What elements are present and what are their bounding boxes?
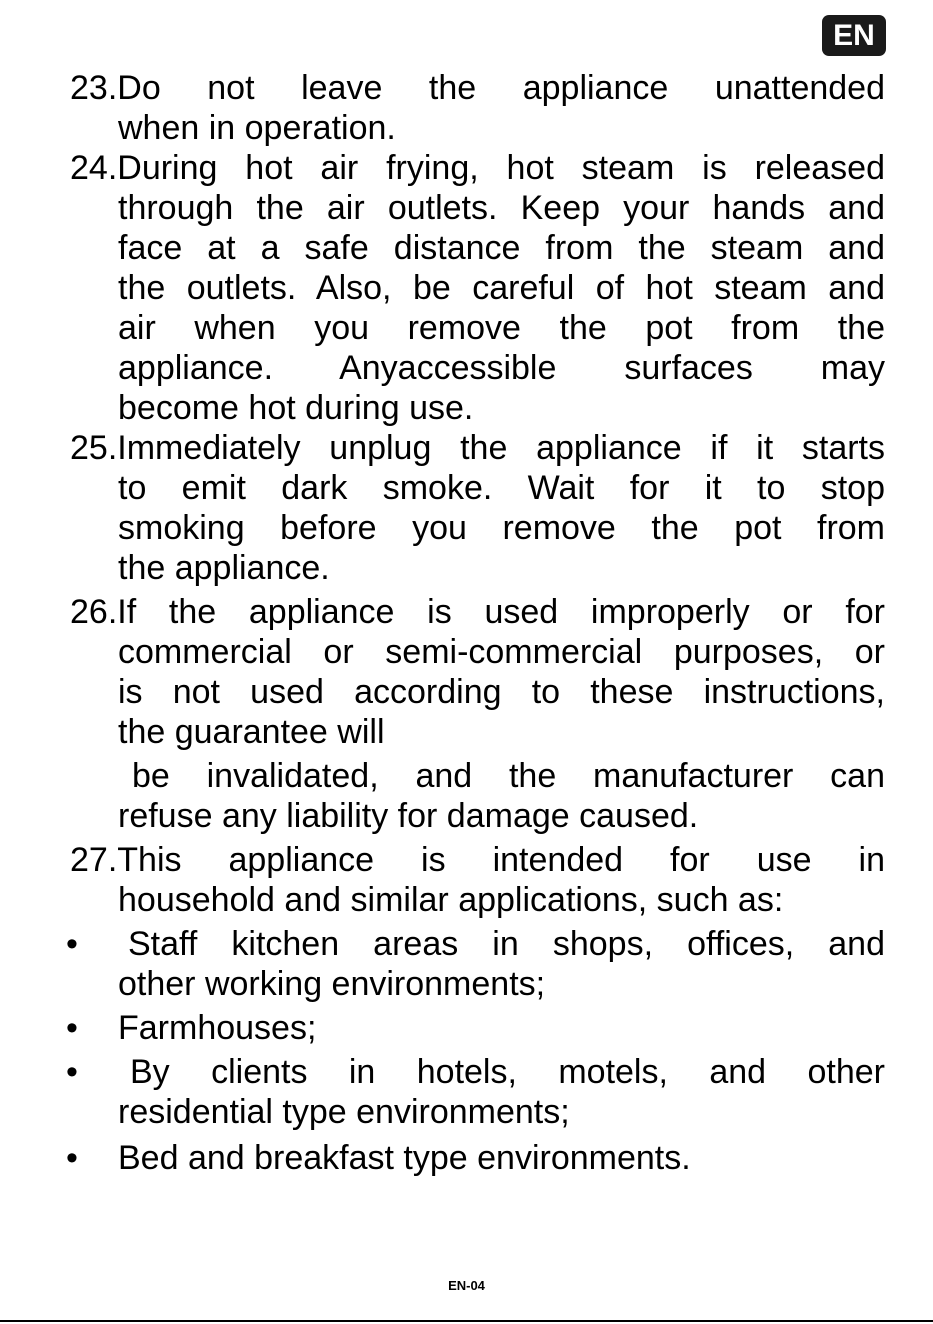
item-24-line-7: become hot during use. xyxy=(118,389,474,427)
item-25-line-3: smoking before you remove the pot from xyxy=(118,509,885,547)
bullet-icon: • xyxy=(66,1053,78,1091)
bullet-2-line-1: Farmhouses; xyxy=(118,1009,317,1047)
bullet-1-line-2: other working environments; xyxy=(118,965,546,1003)
bullet-1-line-1: Staff kitchen areas in shops, offices, and xyxy=(128,925,885,963)
item-26-line-5: be invalidated, and the manufacturer can xyxy=(132,757,885,795)
item-24-line-2: through the air outlets. Keep your hands and xyxy=(118,189,885,227)
item-27-line-2: household and similar applications, such as: xyxy=(118,881,784,919)
bullet-3-line-1: By clients in hotels, motels, and other xyxy=(130,1053,885,1091)
item-26-line-4: the guarantee will xyxy=(118,713,385,751)
bullet-3-line-2: residential type environments; xyxy=(118,1093,570,1131)
item-26-line-1: 26.If the appliance is used improperly or for xyxy=(70,593,885,631)
item-24-line-3: face at a safe distance from the steam and xyxy=(118,229,885,267)
item-24-line-1: 24.During hot air frying, hot steam is released xyxy=(70,149,885,187)
bottom-rule xyxy=(0,1320,933,1322)
bullet-icon: • xyxy=(66,1139,78,1177)
item-27-line-1: 27.This appliance is intended for use in xyxy=(70,841,885,879)
language-badge: EN xyxy=(822,15,886,56)
page-number: EN-04 xyxy=(448,1278,485,1293)
item-26-line-2: commercial or semi-commercial purposes, or xyxy=(118,633,885,671)
item-24-line-5: air when you remove the pot from the xyxy=(118,309,885,347)
item-25-line-4: the appliance. xyxy=(118,549,330,587)
item-24-line-4: the outlets. Also, be careful of hot steam and xyxy=(118,269,885,307)
item-26-line-6: refuse any liability for damage caused. xyxy=(118,797,699,835)
item-23-line-1: 23.Do not leave the appliance unattended xyxy=(70,69,885,107)
bullet-icon: • xyxy=(66,1009,78,1047)
item-25-line-1: 25.Immediately unplug the appliance if it starts xyxy=(70,429,885,467)
item-25-line-2: to emit dark smoke. Wait for it to stop xyxy=(118,469,885,507)
item-24-line-6: appliance. Anyaccessible surfaces may xyxy=(118,349,885,387)
item-26-line-3: is not used according to these instructions, xyxy=(118,673,885,711)
item-23-line-2: when in operation. xyxy=(118,109,396,147)
bullet-4-line-1: Bed and breakfast type environments. xyxy=(118,1139,691,1177)
bullet-icon: • xyxy=(66,925,78,963)
